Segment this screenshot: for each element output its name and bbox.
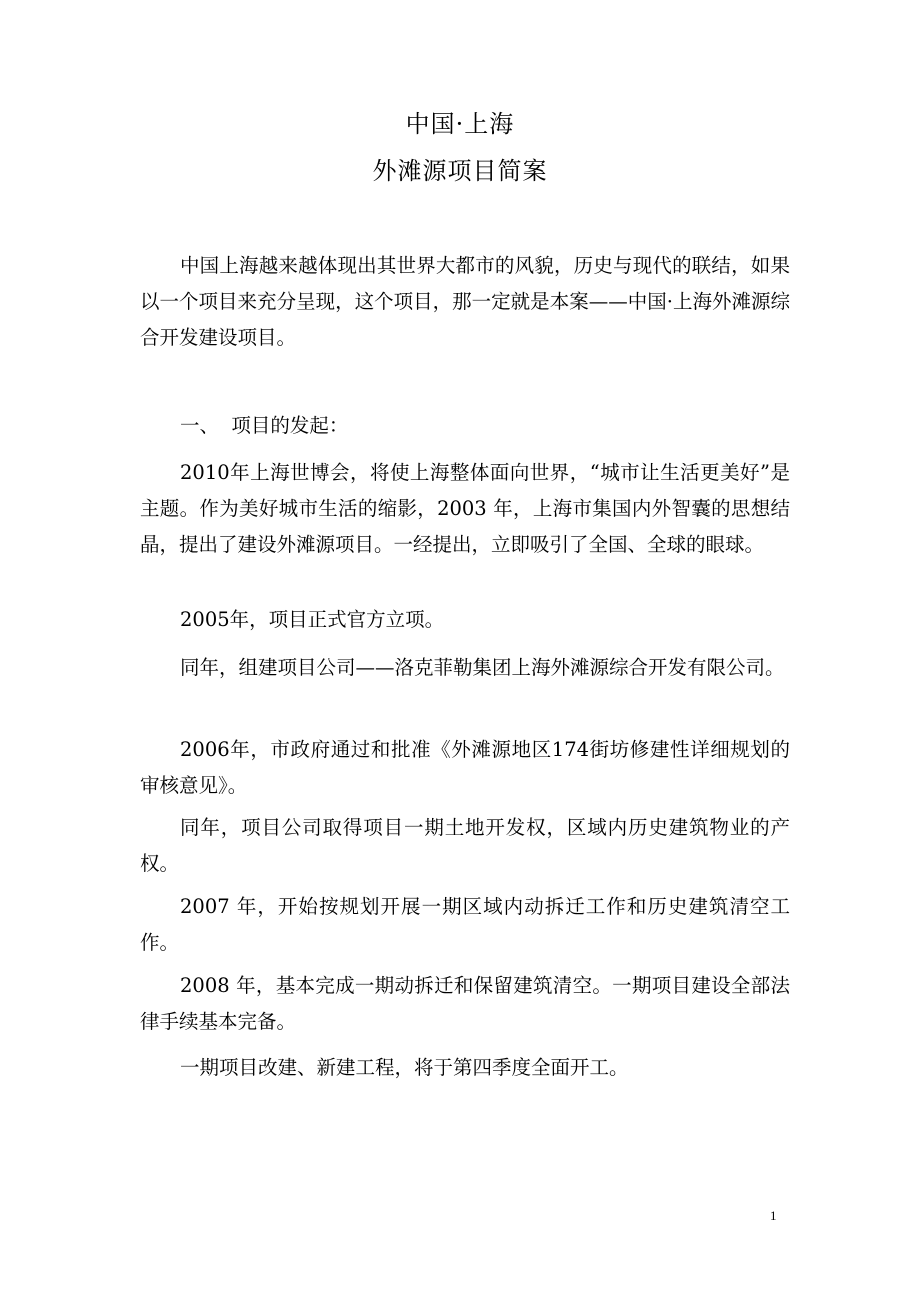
body-paragraph-6: 2007 年，开始按规划开展一期区域内动拆迁工作和历史建筑清空工作。 bbox=[140, 895, 790, 954]
intro-paragraph: 中国上海越来越体现出其世界大都市的风貌，历史与现代的联结，如果以一个项目来充分呈现，这个项目，那一定就是本案——中国·上海外滩源综合开发建设项目。 bbox=[140, 254, 790, 349]
body-paragraph-4: 2006年，市政府通过和批准《外滩源地区174街坊修建性详细规划的审核意见》。 bbox=[140, 738, 790, 797]
body-paragraph-8: 一期项目改建、新建工程，将于第四季度全面开工。 bbox=[180, 1056, 629, 1079]
title-line-2: 外滩源项目简案 bbox=[372, 157, 548, 185]
body-paragraph-5: 同年，项目公司取得项目一期土地开发权，区域内历史建筑物业的产权。 bbox=[140, 816, 790, 875]
body-paragraph-3: 同年，组建项目公司——洛克菲勒集团上海外滩源综合开发有限公司。 bbox=[180, 656, 785, 679]
page-number: 1 bbox=[770, 1208, 777, 1223]
section-heading: 一、 项目的发起： bbox=[180, 414, 349, 437]
title-line-1: 中国·上海 bbox=[405, 110, 515, 138]
body-paragraph-2: 2005年，项目正式官方立项。 bbox=[180, 608, 445, 631]
body-paragraph-7: 2008 年，基本完成一期动拆迁和保留建筑清空。一期项目建设全部法律手续基本完备。 bbox=[140, 974, 790, 1033]
body-paragraph-1: 2010年上海世博会，将使上海整体面向世界，“城市让生活更美好”是主题。作为美好城市生活的缩影，2003 年，上海市集国内外智囊的思想结晶，提出了建设外滩源项目。一经提出，立即吸引了全国、全球的眼球。 bbox=[140, 461, 790, 556]
